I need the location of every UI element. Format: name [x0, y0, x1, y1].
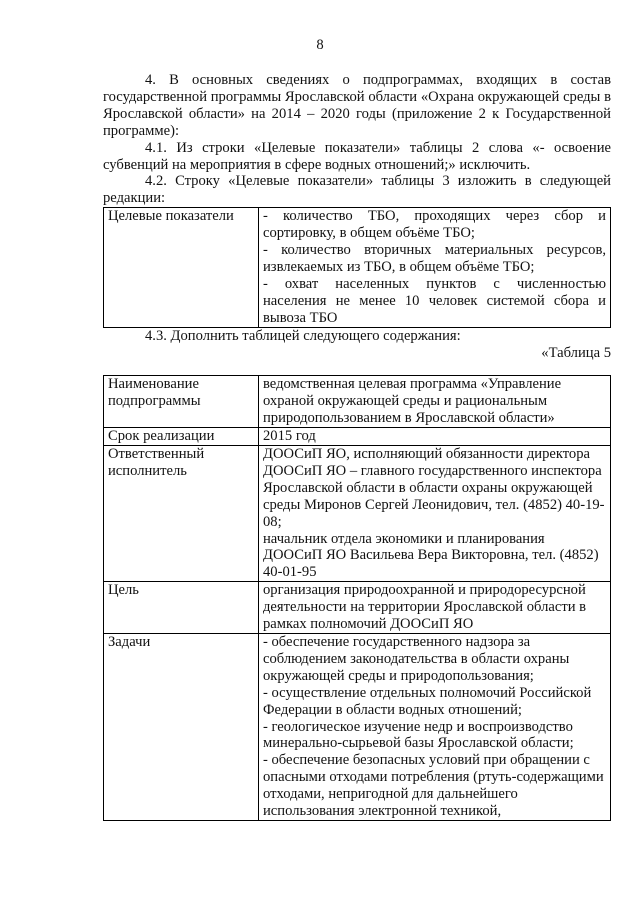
table-key-cell: Цель: [104, 582, 259, 634]
table-row: [104, 428, 611, 446]
cell-line: ДООСиП ЯО, исполняющий обязанности директора ДООСиП ЯО – главного государственного инспектора Ярославской области в области охраны окружающей среды Миронов Сергей Леонидович, тел. (4852) 40-19-08;: [263, 446, 605, 530]
indicator-line: - количество ТБО, проходящих через сбор и сортировку, в общем объёме ТБО;: [263, 208, 606, 242]
table-row: [104, 376, 611, 428]
page-number: 8: [316, 37, 324, 53]
table-row: [104, 582, 611, 634]
paragraph-4-3: 4.3. Дополнить таблицей следующего содержания:: [145, 327, 461, 344]
table-key-cell: Срок реализации: [104, 428, 259, 446]
table-5-label: «Таблица 5: [541, 344, 611, 361]
spacer: [103, 361, 611, 375]
document-body: [103, 72, 611, 821]
cell-line: - обеспечение государственного надзора за соблюдением законодательства в области охраны окружающей среды и природопользования;: [263, 634, 570, 684]
cell-line: - геологическое изучение недр и воспроизводство минерально-сырьевой базы Ярославской области;: [263, 718, 574, 752]
table-key-cell: Целевые показатели: [104, 208, 259, 327]
paragraph-4-2: 4.2. Строку «Целевые показатели» таблицы 3 изложить в следующей редакции:: [103, 173, 611, 207]
cell-line: 2015 год: [263, 428, 316, 445]
table-value-cell: [259, 208, 611, 327]
table-row: [104, 634, 611, 821]
indicator-line: - количество вторичных материальных ресурсов, извлекаемых из ТБО, в общем объёме ТБО;: [263, 242, 606, 275]
table-row: [104, 208, 611, 327]
table-value-cell: [259, 428, 611, 446]
table-value-cell: [259, 582, 611, 634]
cell-line: - осуществление отдельных полномочий Российской Федерации в области водных отношений;: [263, 684, 592, 718]
table-key-cell: Задачи: [104, 634, 259, 821]
cell-line: - обеспечение безопасных условий при обращении с опасными отходами потребления (ртуть-содержащими отходами, непригодной для дальнейшего использования электронной техникой,: [263, 752, 604, 820]
table-value-cell: [259, 446, 611, 582]
cell-line: организация природоохранной и природоресурсной деятельности на территории Ярославской области в рамках полномочий ДООСиП ЯО: [263, 582, 587, 633]
table-row: [104, 446, 611, 582]
paragraph-4-1: 4.1. Из строки «Целевые показатели» таблицы 2 слова «- освоение субвенций на мероприятия в сфере водных отношений;» исключить.: [103, 139, 611, 173]
table-key-cell: Ответственный исполнитель: [104, 446, 259, 582]
indicator-line: - охват населенных пунктов с численностью населения не менее 10 человек системой сбора и вывоза ТБО: [263, 275, 606, 326]
table-3-target-indicators: [103, 207, 611, 327]
table-value-cell: [259, 376, 611, 428]
cell-line: начальник отдела экономики и планирования ДООСиП ЯО Васильева Вера Викторовна, тел. (4852) 40-01-95: [263, 530, 599, 581]
table-value-cell: [259, 634, 611, 821]
cell-line: ведомственная целевая программа «Управление охраной окружающей среды и рациональным природопользованием в Ярославской области»: [263, 376, 562, 427]
table-5-subprogram-info: [103, 375, 611, 821]
paragraph-4: 4. В основных сведениях о подпрограммах, входящих в состав государственной программы Ярославской области «Охрана окружающей среды в Ярославской области» на 2014 – 2020 годы (приложение 2 к Государственной программе):: [103, 72, 611, 139]
table-key-cell: Наименование подпрограммы: [104, 376, 259, 428]
